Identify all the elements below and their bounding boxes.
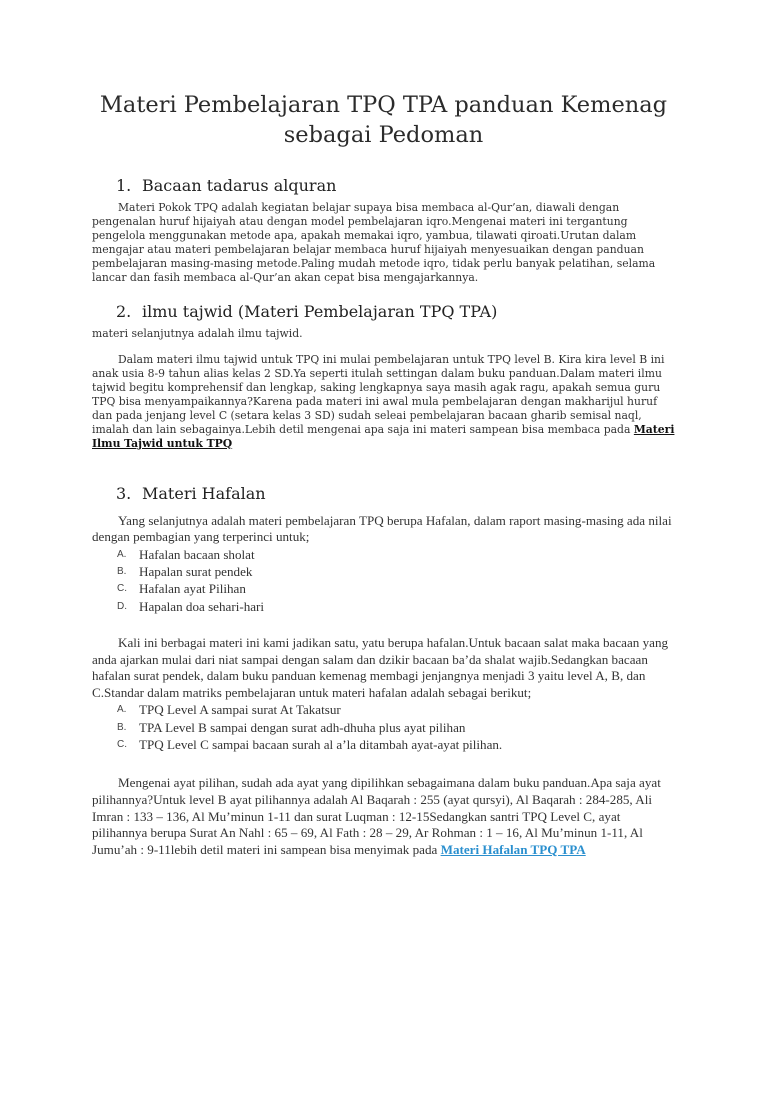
section-number: 1. <box>116 176 132 195</box>
list-item <box>92 719 675 736</box>
list-item-text: TPQ Level A sampai surat At Takatsur <box>139 702 341 718</box>
section-heading-2 <box>92 302 675 321</box>
section-heading-1 <box>92 176 675 195</box>
paragraph-text: Mengenai ayat pilihan, sudah ada ayat yang dipilihkan sebagaimana dalam buku panduan.Apa saja ayat pilihannya?Untuk level B ayat pilihannya adalah Al Baqarah : 255 (ayat qursyi), Al Baqarah : 284-285, Ali Imran : 133 – 136, Al Mu’minun 1-11 dan surat Luqman : 12-15Sedangkan santri TPQ Level C, ayat pilihannya berupa Surat An Nahl : 65 – 69, Al Fath : 28 – 29, Ar Rohman : 1 – 16, Al Mu’minun 1-11, Al Jumu’ah : 9-11lebih detil materi ini sampean bisa menyimak pada <box>92 775 661 857</box>
paragraph-intro: materi selanjutnya adalah ilmu tajwid. <box>92 327 303 341</box>
list-item-text: Hapalan doa sehari-hari <box>139 598 265 614</box>
paragraph-text: Dalam materi ilmu tajwid untuk TPQ ini mulai pembelajaran untuk TPQ level B. Kira kira level B ini anak usia 8-9 tahun alias kelas 2 SD.Ya seperti itulah settingan dalam buku panduan.Dalam materi ilmu tajwid begitu komprehensif dan lengkap, saking lengkapnya saya masih agak ragu, apakah semua guru TPQ bisa menyampaikannya?Karena pada materi ini awal mula pembelajaran dengan makharijul huruf dan pada jenjang level C (setara kelas 3 SD) sudah seleai pembelajaran bacaan gharib semisal naql, imalah dan lain sebagainya.Lebih detil mengenai apa saja ini materi sampean bisa membaca pada <box>92 353 665 436</box>
list-item-text: Hapalan surat pendek <box>139 564 253 580</box>
section-number: 3. <box>116 483 132 503</box>
paragraph-intro: Yang selanjutnya adalah materi pembelajaran TPQ berupa Hafalan, dalam raport masing-masing ada nilai dengan pembagian yang terperinci untuk; <box>92 512 672 545</box>
list-marker: B. <box>117 721 127 733</box>
paragraph: Kali ini berbagai materi ini kami jadikan satu, yatu berupa hafalan.Untuk bacaan salat maka bacaan yang anda ajarkan mulai dari niat sampai dengan salam dan dzikir bacaan ba’da shalat wajib.Sedangkan bacaan hafalan surat pendek, dalam buku panduan kemenag membagi jenjangnya menjadi 3 yaitu level A, B, dan C.Standar dalam matriks pembelajaran untuk materi hafalan adalah sebagai berikut; <box>92 635 669 700</box>
list-item <box>92 701 675 718</box>
paragraph <box>92 775 675 858</box>
list-item-text: TPA Level B sampai dengan surat adh-dhuha plus ayat pilihan <box>139 719 466 735</box>
list-item <box>92 598 675 615</box>
hafalan-link[interactable]: Materi Hafalan TPQ TPA <box>440 841 586 857</box>
list-item <box>92 546 675 563</box>
list-marker: D. <box>117 600 127 612</box>
list-item <box>92 563 675 580</box>
page-title: Materi Pembelajaran TPQ TPA panduan Kemenag sebagai Pedoman <box>99 92 668 148</box>
paragraph: Materi Pokok TPQ adalah kegiatan belajar supaya bisa membaca al-Qur’an, diawali dengan pengenalan huruf hijaiyah atau dengan model pembelajaran iqro.Mengenai materi ini tergantung pengelola menggunakan metode apa, apakah memakai iqro, yambua, tilawati qiroati.Urutan dalam mengajar atau materi pembelajaran belajar membaca huruf hijaiyah menyesuaikan dengan panduan pembelajaran masing-masing metode.Paling mudah metode iqro, tidak perlu banyak pelatihan, selama lancar dan fasih membaca al-Qur’an akan cepat bisa mengajarkannya. <box>92 201 656 284</box>
section-heading-text: Materi Hafalan <box>142 483 266 503</box>
list-marker: A. <box>117 548 127 560</box>
list-marker: B. <box>117 566 127 578</box>
list-item <box>92 736 675 753</box>
list-item-text: Hafalan ayat Pilihan <box>139 581 246 597</box>
section-heading-3 <box>92 484 675 503</box>
list-item-text: TPQ Level C sampai bacaan surah al a’la ditambah ayat-ayat pilihan. <box>139 737 503 753</box>
list-item-text: Hafalan bacaan sholat <box>139 546 255 562</box>
section-number: 2. <box>116 302 132 322</box>
list-marker: A. <box>117 704 127 716</box>
list-item <box>92 580 675 597</box>
list-marker: C. <box>117 739 127 751</box>
list-marker: C. <box>117 583 127 595</box>
tajwid-link[interactable]: Materi Ilmu Tajwid untuk TPQ <box>92 422 675 450</box>
section-heading-text: Bacaan tadarus alquran <box>142 176 337 195</box>
level-list <box>92 701 675 753</box>
document-page <box>0 90 768 1114</box>
paragraph <box>92 353 675 450</box>
hafalan-list <box>92 546 675 615</box>
section-heading-text: ilmu tajwid (Materi Pembelajaran TPQ TPA) <box>142 302 498 322</box>
